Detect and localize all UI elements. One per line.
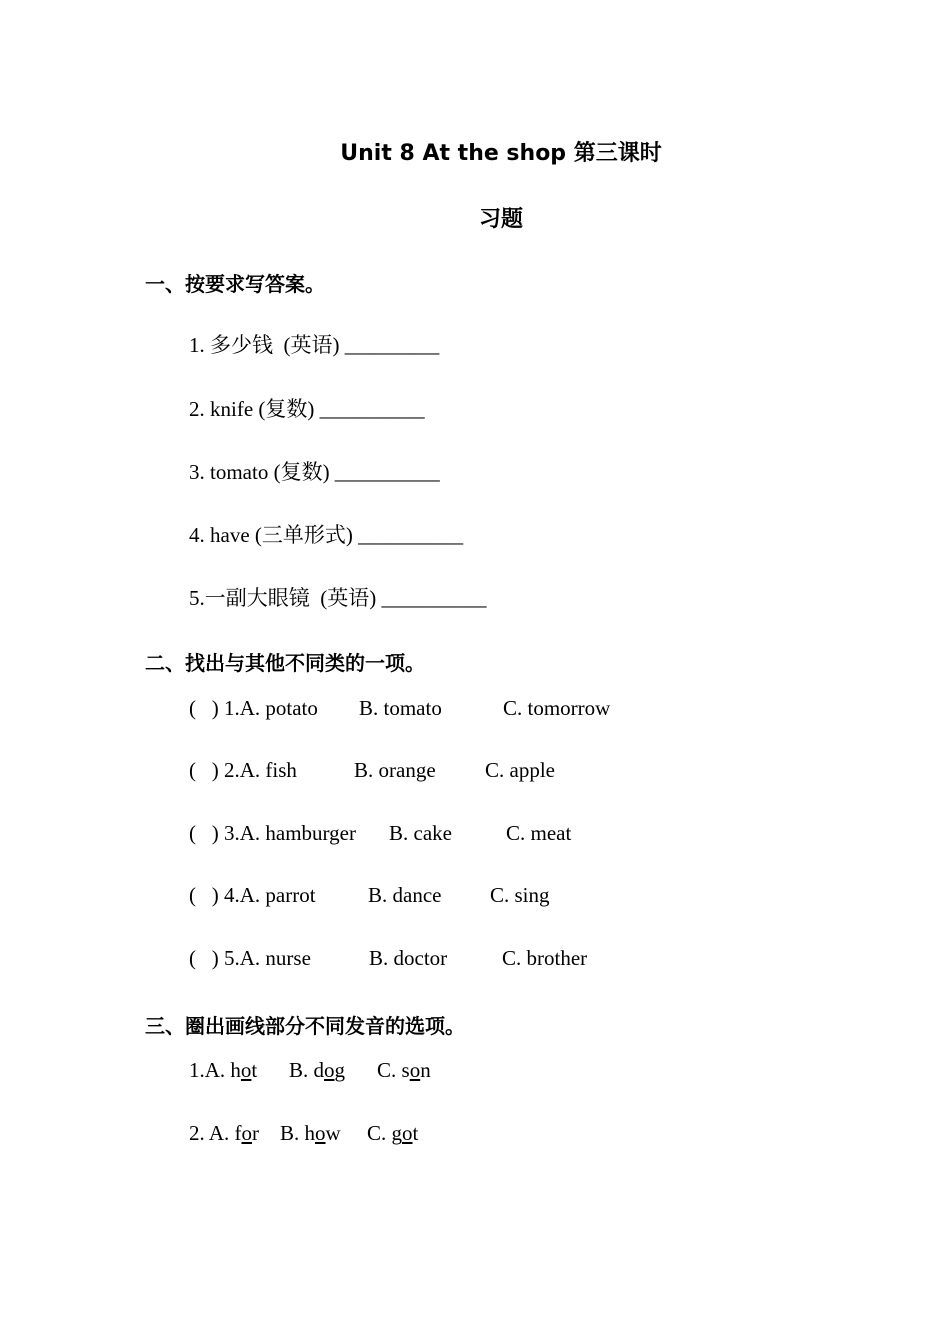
option-a: 1.A. hot [189, 1058, 258, 1082]
option-c: C. tomorrow [503, 696, 611, 720]
page-subtitle: 习题 [478, 207, 523, 232]
option-b: B. dog [289, 1058, 346, 1082]
underlined-letter: o [315, 1121, 326, 1145]
section-3-heading: 三、圈出画线部分不同发音的选项。 [145, 1014, 465, 1038]
underlined-letter: o [409, 1058, 421, 1082]
option-b: B. how [280, 1121, 341, 1145]
section-1-heading: 一、按要求写答案。 [145, 272, 325, 296]
option-c: C. meat [506, 821, 572, 845]
option-c: C. sing [490, 883, 550, 907]
section-1-item-5: 5.一副大眼镜 (英语) __________ [189, 586, 487, 610]
option-a: ( ) 4.A. parrot [189, 883, 316, 907]
option-b: B. dance [368, 883, 442, 907]
option-b: B. orange [354, 758, 436, 782]
option-b: B. doctor [369, 946, 448, 970]
section-1-item-3: 3. tomato (复数) __________ [189, 460, 440, 484]
option-c: C. brother [502, 946, 588, 970]
option-a: ( ) 2.A. fish [189, 758, 297, 782]
underlined-letter: o [241, 1121, 252, 1145]
underlined-letter: o [240, 1058, 252, 1082]
option-c: C. apple [485, 758, 555, 782]
page-title: Unit 8 At the shop 第三课时 [340, 141, 662, 166]
underlined-letter: o [324, 1058, 335, 1082]
option-b: B. cake [389, 821, 452, 845]
option-c: C. got [367, 1121, 419, 1145]
option-a: 2. A. for [189, 1121, 259, 1145]
section-1-item-1: 1. 多少钱 (英语) _________ [189, 333, 440, 357]
underlined-letter: o [402, 1121, 413, 1145]
option-a: ( ) 5.A. nurse [189, 946, 311, 970]
section-2-heading: 二、找出与其他不同类的一项。 [145, 651, 425, 675]
option-b: B. tomato [359, 696, 442, 720]
section-1-item-4: 4. have (三单形式) __________ [189, 523, 464, 547]
option-a: ( ) 1.A. potato [189, 696, 318, 720]
section-1-item-2: 2. knife (复数) __________ [189, 397, 425, 421]
option-c: C. son [377, 1058, 431, 1082]
option-a: ( ) 3.A. hamburger [189, 821, 356, 845]
